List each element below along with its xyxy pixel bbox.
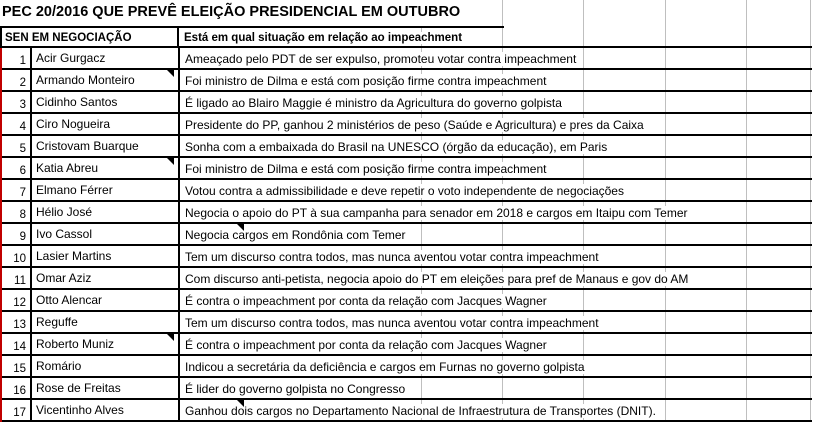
senator-name-cell[interactable] xyxy=(32,378,180,398)
row-number-cell[interactable]: 16 xyxy=(0,378,32,398)
status-label: Foi ministro de Dilma e está com posição firme contra impeachment xyxy=(185,74,547,88)
senator-name-cell[interactable] xyxy=(32,356,180,376)
status-cell[interactable] xyxy=(180,356,812,376)
row-number-cell[interactable]: 14 xyxy=(0,334,32,354)
status-cell[interactable] xyxy=(180,70,812,90)
table-row xyxy=(0,268,812,290)
status-label: Foi ministro de Dilma e está com posição firme contra impeachment xyxy=(185,162,547,176)
row-number-cell[interactable]: 6 xyxy=(0,158,32,178)
header-bottom-border xyxy=(0,46,812,48)
status-label: Tem um discurso contra todos, mas nunca aventou votar contra impeachment xyxy=(185,316,599,330)
status-label: Tem um discurso contra todos, mas nunca aventou votar contra impeachment xyxy=(185,250,599,264)
red-left-border xyxy=(0,48,2,422)
senator-name-cell[interactable] xyxy=(32,48,180,68)
senator-name-cell[interactable] xyxy=(32,246,180,266)
status-cell[interactable] xyxy=(180,114,812,134)
table-row xyxy=(0,224,812,246)
table-row xyxy=(0,312,812,334)
sheet-title-cell[interactable]: PEC 20/2016 QUE PREVÊ ELEIÇÃO PRESIDENCIAL EM OUTUBRO xyxy=(2,4,461,20)
comment-indicator-icon xyxy=(167,334,174,341)
status-label: Ganhou dois cargos no Departamento Nacional de Infraestrutura de Transportes (DNIT). xyxy=(185,404,656,418)
status-label: Votou contra a admissibilidade e deve repetir o voto independente de negociações xyxy=(185,184,624,198)
table-row xyxy=(0,136,812,158)
senator-name-cell[interactable] xyxy=(32,312,180,332)
comment-indicator-icon xyxy=(167,158,174,165)
senator-name-cell[interactable] xyxy=(32,158,180,178)
status-label: Negocia cargos em Rondônia com Temer xyxy=(185,228,406,242)
senator-name-cell[interactable] xyxy=(32,180,180,200)
row-number-cell[interactable]: 13 xyxy=(0,312,32,332)
senator-name-label: Cristovam Buarque xyxy=(36,139,139,153)
senator-name-cell[interactable] xyxy=(32,70,180,90)
status-cell[interactable] xyxy=(180,158,812,178)
senator-name-label: Hélio José xyxy=(36,205,93,219)
header-cell-senators[interactable] xyxy=(2,28,179,48)
row-number-cell[interactable]: 3 xyxy=(0,92,32,112)
status-cell[interactable] xyxy=(180,48,812,68)
table-header-row xyxy=(0,26,504,48)
table-row xyxy=(0,356,812,378)
senator-name-label: Elmano Férrer xyxy=(36,183,113,197)
status-cell[interactable] xyxy=(180,224,812,244)
senator-name-cell[interactable] xyxy=(32,290,180,310)
table-row xyxy=(0,180,812,202)
senator-name-cell[interactable] xyxy=(32,202,180,222)
senator-name-label: Acir Gurgacz xyxy=(36,51,106,65)
table-row xyxy=(0,400,812,422)
senator-name-label: Vicentinho Alves xyxy=(36,403,124,417)
status-cell[interactable] xyxy=(180,136,812,156)
table-row xyxy=(0,48,812,70)
status-label: Presidente do PP, ganhou 2 ministérios de peso (Saúde e Agricultura) e pres da Caixa xyxy=(185,118,644,132)
status-cell[interactable] xyxy=(180,312,812,332)
senator-name-label: Rose de Freitas xyxy=(36,381,121,395)
header-status-label: Está em qual situação em relação ao impeachment xyxy=(184,32,463,44)
senator-name-label: Lasier Martins xyxy=(36,249,112,263)
row-number-cell[interactable]: 15 xyxy=(0,356,32,376)
table-row xyxy=(0,334,812,356)
status-cell[interactable] xyxy=(180,180,812,200)
senator-name-label: Romário xyxy=(36,359,82,373)
status-cell[interactable] xyxy=(180,334,812,354)
row-number-cell[interactable]: 1 xyxy=(0,48,32,68)
senator-name-label: Katia Abreu xyxy=(36,161,99,175)
row-number-cell[interactable]: 7 xyxy=(0,180,32,200)
status-cell[interactable] xyxy=(180,400,812,420)
status-label: É ligado ao Blairo Maggie é ministro da Agricultura do governo golpista xyxy=(185,96,562,110)
status-label: Negocia o apoio do PT à sua campanha para senador em 2018 e cargos em Itaipu com Temer xyxy=(185,206,688,220)
status-cell[interactable] xyxy=(180,246,812,266)
header-cell-status[interactable] xyxy=(179,28,504,48)
row-number-cell[interactable]: 12 xyxy=(0,290,32,310)
row-number-cell[interactable]: 17 xyxy=(0,400,32,420)
table-row xyxy=(0,92,812,114)
table-row xyxy=(0,290,812,312)
senator-name-cell[interactable] xyxy=(32,400,180,420)
status-label: Com discurso anti-petista, negocia apoio do PT em eleições para pref de Manaus e gov do AM xyxy=(185,272,689,286)
senator-name-label: Reguffe xyxy=(36,315,78,329)
status-label: Ameaçado pelo PDT de ser expulso, promoteu votar contra impeachment xyxy=(185,52,577,66)
senator-name-cell[interactable] xyxy=(32,224,180,244)
status-label: É lider do governo golpista no Congresso xyxy=(185,382,406,396)
senator-name-label: Roberto Muniz xyxy=(36,337,115,351)
comment-indicator-icon xyxy=(237,224,244,231)
row-number-cell[interactable]: 10 xyxy=(0,246,32,266)
status-cell[interactable] xyxy=(180,202,812,222)
senator-name-label: Ciro Nogueira xyxy=(36,117,111,131)
senator-name-cell[interactable] xyxy=(32,334,180,354)
table-row xyxy=(0,246,812,268)
comment-indicator-icon xyxy=(237,400,244,407)
senator-name-label: Otto Alencar xyxy=(36,293,103,307)
senator-name-cell[interactable] xyxy=(32,136,180,156)
row-number-cell[interactable]: 4 xyxy=(0,114,32,134)
senator-name-label: Armando Monteiro xyxy=(36,73,135,87)
row-number-cell[interactable]: 8 xyxy=(0,202,32,222)
header-senators-label: SEN EM NEGOCIAÇÃO xyxy=(5,32,132,44)
status-label: Indicou a secretária da deficiência e cargos em Furnas no governo golpista xyxy=(185,360,585,374)
status-cell[interactable] xyxy=(180,290,812,310)
status-label: É contra o impeachment por conta da relação com Jacques Wagner xyxy=(185,294,547,308)
table-row xyxy=(0,70,812,92)
table-row xyxy=(0,114,812,136)
row-number-cell[interactable]: 11 xyxy=(0,268,32,288)
status-cell[interactable] xyxy=(180,378,812,398)
status-label: É contra o impeachment por conta da relação com Jacques Wagner xyxy=(185,338,547,352)
status-cell[interactable] xyxy=(180,92,812,112)
senator-name-cell[interactable] xyxy=(32,92,180,112)
comment-indicator-icon xyxy=(167,70,174,77)
status-label: Sonha com a embaixada do Brasil na UNESCO (órgão da educação), em Paris xyxy=(185,140,608,154)
table-body xyxy=(0,48,812,422)
senator-name-cell[interactable] xyxy=(32,268,180,288)
senator-name-label: Cidinho Santos xyxy=(36,95,118,109)
table-row xyxy=(0,202,812,224)
row-number-cell[interactable]: 2 xyxy=(0,70,32,90)
senator-name-cell[interactable] xyxy=(32,114,180,134)
status-cell[interactable] xyxy=(180,268,812,288)
table-row xyxy=(0,158,812,180)
senator-name-label: Ivo Cassol xyxy=(36,227,93,241)
senator-name-label: Omar Aziz xyxy=(36,271,92,285)
table-row xyxy=(0,378,812,400)
row-number-cell[interactable]: 5 xyxy=(0,136,32,156)
row-number-cell[interactable]: 9 xyxy=(0,224,32,244)
